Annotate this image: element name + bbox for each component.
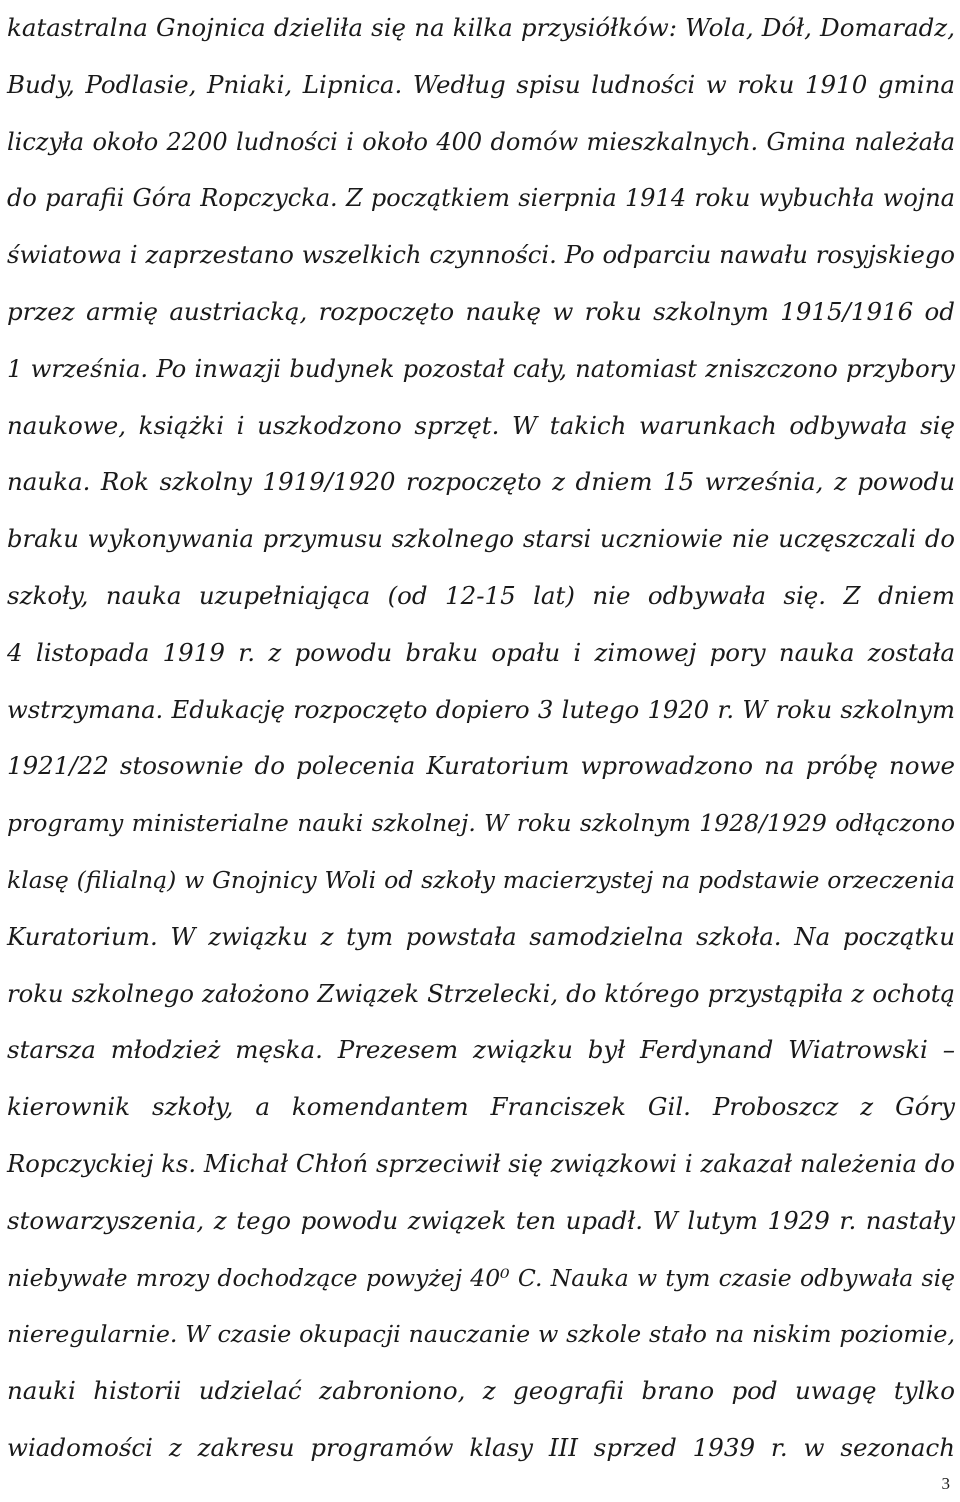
- text-line: liczyła około 2200 ludności i około 400 domów mieszkalnych. Gmina należała: [7, 127, 955, 156]
- text-line: nauki historii udzielać zabroniono, z geografii brano pod uwagę tylko: [7, 1376, 955, 1406]
- text-line: katastralna Gnojnica dzieliła się na kilka przysiółków: Wola, Dół, Domaradz,: [7, 13, 955, 42]
- text-line: 1 września. Po inwazji budynek pozostał cały, natomiast zniszczono przybory: [7, 353, 955, 383]
- page-number: 3: [941, 1474, 950, 1493]
- text-line: naukowe, książki i uszkodzono sprzęt. W takich warunkach odbywała się: [7, 410, 955, 440]
- text-line: programy ministerialne nauki szkolnej. W roku szkolnym 1928/1929 odłączono: [7, 809, 955, 838]
- text-line: kierownik szkoły, a komendantem Franciszek Gil. Proboszcz z Góry: [7, 1092, 955, 1122]
- text-line: stowarzyszenia, z tego powodu związek ten upadł. W lutym 1929 r. nastały: [7, 1205, 955, 1235]
- text-line: do parafii Góra Ropczycka. Z początkiem sierpnia 1914 roku wybuchła wojna: [7, 184, 955, 213]
- text-line: braku wykonywania przymusu szkolnego starsi uczniowie nie uczęszczali do: [7, 524, 955, 554]
- text-line: nauka. Rok szkolny 1919/1920 rozpoczęto z dniem 15 września, z powodu: [7, 467, 955, 497]
- text-line: starsza młodzież męska. Prezesem związku był Ferdynand Wiatrowski –: [7, 1035, 955, 1065]
- text-line: wstrzymana. Edukację rozpoczęto dopiero 3 lutego 1920 r. W roku szkolnym: [7, 694, 955, 724]
- text-line: Budy, Podlasie, Pniaki, Lipnica. Według spisu ludności w roku 1910 gmina: [7, 69, 955, 99]
- text-line: szkoły, nauka uzupełniająca (od 12-15 lat) nie odbywała się. Z dniem: [7, 580, 955, 610]
- text-line: światowa i zaprzestano wszelkich czynności. Po odparciu nawału rosyjskiego: [7, 240, 955, 270]
- text-line: klasę (filialną) w Gnojnicy Woli od szkoły macierzystej na podstawie orzeczenia: [7, 865, 955, 894]
- text-line: niebywałe mrozy dochodzące powyżej 40⁰ C. Nauka w tym czasie odbywała się: [7, 1263, 955, 1292]
- text-line: przez armię austriacką, rozpoczęto naukę w roku szkolnym 1915/1916 od: [7, 296, 955, 326]
- text-line: wiadomości z zakresu programów klasy III sprzed 1939 r. w sezonach: [7, 1432, 955, 1462]
- text-line: 4 listopada 1919 r. z powodu braku opału i zimowej pory nauka została: [7, 637, 955, 667]
- text-line: Kuratorium. W związku z tym powstała samodzielna szkoła. Na początku: [7, 921, 955, 951]
- text-line: Ropczyckiej ks. Michał Chłoń sprzeciwił się związkowi i zakazał należenia do: [7, 1148, 955, 1178]
- text-line: nieregularnie. W czasie okupacji nauczanie w szkole stało na niskim poziomie,: [7, 1320, 955, 1349]
- body-text: [7, 0, 955, 1477]
- text-line: 1921/22 stosownie do polecenia Kuratorium wprowadzono na próbę nowe: [7, 751, 955, 781]
- text-line: roku szkolnego założono Związek Strzelecki, do którego przystąpiła z ochotą: [7, 978, 955, 1008]
